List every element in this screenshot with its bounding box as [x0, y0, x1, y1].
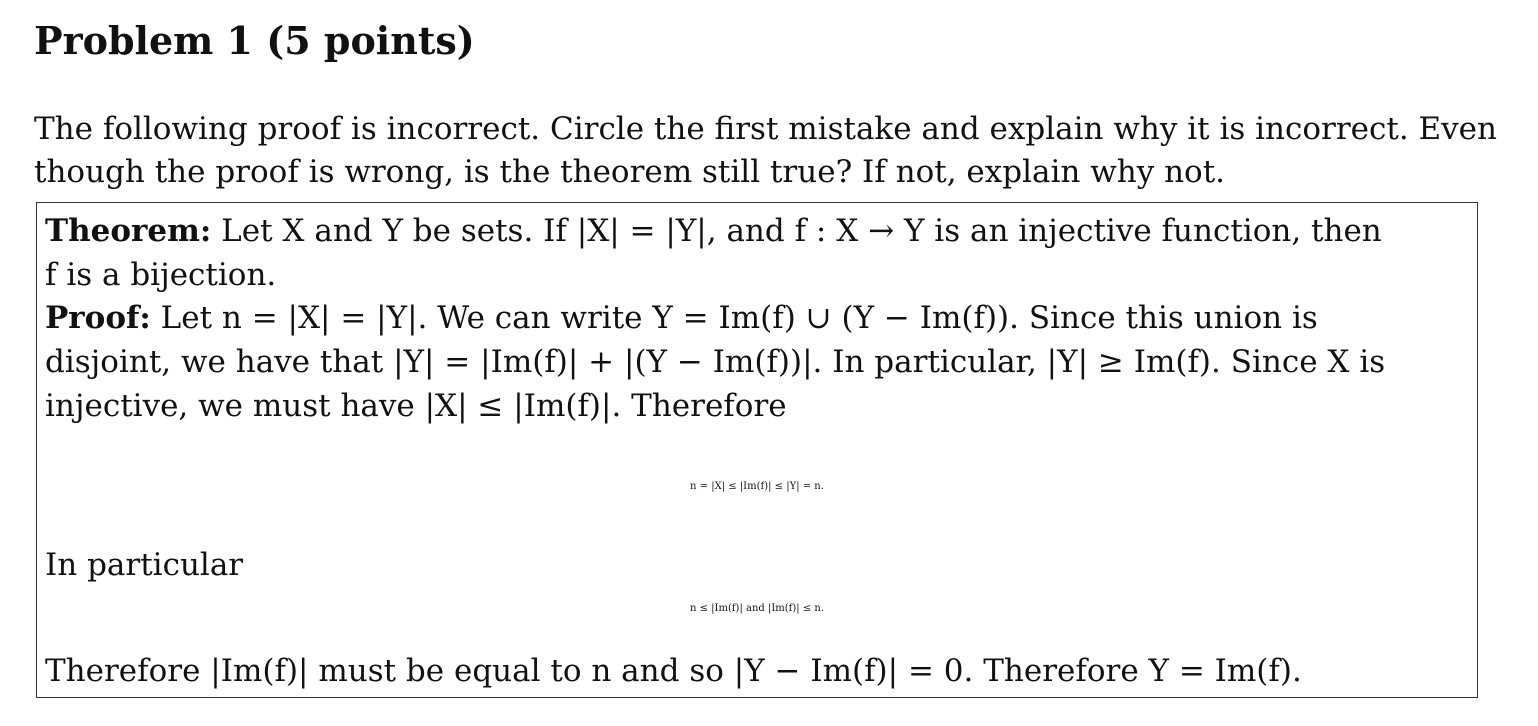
- instructions-line-2: though the proof is wrong, is the theorem still true? If not, explain why not.: [34, 154, 1226, 190]
- proof-statement: Let n = |X| = |Y|. We can write Y = Im(f) ∪ (Y − Im(f)). Since this union is: [160, 300, 1318, 336]
- proof-label: Proof:: [45, 300, 151, 336]
- theorem-line-1: [45, 209, 1382, 253]
- proof-line-2: disjoint, we have that |Y| = |Im(f)| + |(Y − Im(f))|. In particular, |Y| ≥ Im(f). Since X is: [45, 344, 1386, 380]
- problem-title: Problem 1 (5 points): [34, 18, 475, 63]
- display-equation-2: n ≤ |Im(f)| and |Im(f)| ≤ n.: [689, 603, 825, 614]
- proof-line-4: In particular: [45, 547, 244, 583]
- theorem-proof-box: [36, 202, 1478, 698]
- theorem-line-2: f is a bijection.: [45, 257, 277, 293]
- display-equation-1: n = |X| ≤ |Im(f)| ≤ |Y| = n.: [690, 481, 824, 492]
- instructions-line-1: The following proof is incorrect. Circle the first mistake and explain why it is incorrect. Even: [34, 111, 1497, 147]
- theorem-label: Theorem:: [45, 213, 212, 249]
- proof-line-5: Therefore |Im(f)| must be equal to n and so |Y − Im(f)| = 0. Therefore Y = Im(f).: [45, 653, 1302, 689]
- proof-line-3: injective, we must have |X| ≤ |Im(f)|. Therefore: [45, 388, 787, 424]
- problem-instructions: [34, 108, 1497, 194]
- proof-line-1: [45, 296, 1318, 340]
- theorem-statement: Let X and Y be sets. If |X| = |Y|, and f : X → Y is an injective function, then: [221, 213, 1382, 249]
